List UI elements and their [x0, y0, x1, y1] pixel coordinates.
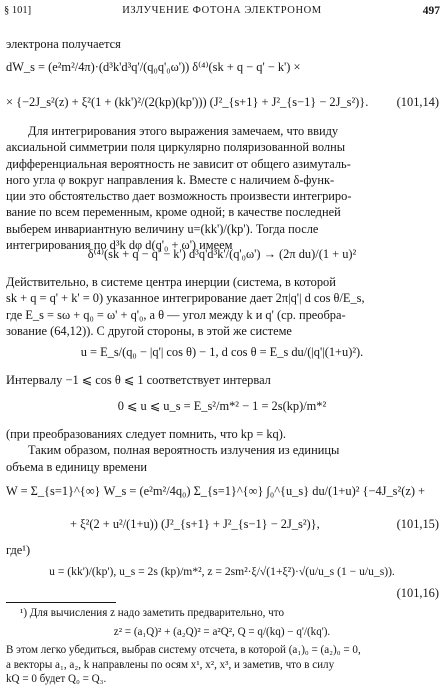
page-number: 497 — [422, 5, 440, 17]
footnote-equation: z² = (a₁Q)² + (a₂Q)² = a²Q², Q = q/(kq) − q'/(kq'). — [113, 625, 331, 638]
equation-line: W = Σ_{s=1}^{∞} W_s = (e²m²/4q₀) Σ_{s=1}^{∞} ∫₀^{u_s} du/(1+u)² {−4J_s²(z) + — [6, 484, 426, 498]
text-line: электрона получается — [6, 37, 121, 51]
footnote-rule — [6, 602, 116, 603]
text-line: аксиальной симметрии поля циркулярно поляризованной волны — [6, 140, 346, 155]
text-line: где E_s = sω + q₀ = ω' + q'₀, а θ — угол между k и q' (ср. преобра- — [6, 307, 346, 322]
text-line: дифференциальная вероятность не зависит от общего азимуталь- — [6, 156, 351, 171]
text-line: ции это обстоятельство дает возможность произвести интегриро- — [6, 189, 352, 203]
equation-number: (101,14) — [396, 95, 439, 109]
footnote-line: kQ = 0 будет Q₀ = Q₃. — [6, 673, 107, 686]
text-line: Для интегрирования этого выражения замечаем, что ввиду — [28, 124, 339, 138]
text-line: вание по всем переменным, кроме одной; в качестве последней — [6, 205, 341, 220]
paragraph — [6, 123, 438, 253]
footnote — [6, 606, 438, 687]
running-title: ИЗЛУЧЕНИЕ ФОТОНА ЭЛЕКТРОНОМ — [122, 5, 322, 16]
text-line: Интервалу −1 ⩽ cos θ ⩽ 1 соответствует интервал — [6, 373, 271, 387]
text-line: Действительно, в системе центра инерции (система, в которой — [6, 275, 336, 289]
text-line: ного угла φ вокруг направления k. Вместе с наличием δ-функ- — [6, 172, 335, 187]
paragraph — [6, 274, 438, 339]
equation-number: (101,16) — [396, 586, 439, 600]
text-line: выберем инвариантную величину u=(kk')/(kp'). Тогда после — [6, 221, 319, 236]
footnote-line: В этом легко убедиться, выбрав систему отсчета, в которой (a₁)₀ = (a₂)₀ = 0, — [6, 644, 361, 657]
text-line: Таким образом, полная вероятность излучения из единицы — [28, 443, 340, 458]
text-line: зование (64,12)). С другой стороны, в этой же системе — [6, 323, 292, 338]
equation-line: 0 ⩽ u ⩽ u_s = E_s²/m*² − 1 = 2s(kp)/m*² — [117, 399, 327, 413]
equation-line: + ξ²(2 + u²/(1+u)) (J²_{s+1} + J²_{s−1} − 2J_s²)}, — [70, 517, 320, 531]
text-line: интегрирования по d³k dφ d(q'₀ + ω') имеем — [6, 237, 233, 252]
equation-line: δ⁽⁴⁾(sk + q − q' − k') d³q'd³k'/(q'₀ω') → (2π du)/(1 + u)² — [87, 247, 357, 261]
equation-line: × {−2J_s²(z) + ξ²(1 + (kk')²/(2(kp)(kp'))) (J²_{s+1} + J²_{s−1} − 2J_s²)}. — [6, 95, 369, 109]
footnote-line: а векторы a₁, a₂, k направлены по осям x¹, x², x³, и заметив, что в силу — [6, 658, 335, 671]
footnote-line: ¹) Для вычисления z надо заметить предварительно, что — [20, 607, 284, 619]
text-line: где¹) — [6, 543, 31, 557]
text-line: (при преобразованиях следует помнить, что kp = kq). — [6, 427, 286, 441]
text-line: sk + q = q' + k' = 0) указанное интегрирование дает 2π|q'| d cos θ/E_s, — [6, 291, 365, 306]
equation-number: (101,15) — [396, 517, 439, 531]
section-reference: § 101] — [4, 5, 32, 16]
paragraph — [6, 426, 438, 475]
text-line: объема в единицу времени — [6, 459, 148, 474]
equation-line: dW_s = (e²m²/4π)·(d³k'd³q'/(q₀q'₀ω')) δ⁽⁴⁾(sk + q − q' − k') × — [6, 60, 301, 74]
running-header — [4, 4, 440, 20]
equation-line: u = E_s/(q₀ − |q'| cos θ) − 1, d cos θ = E_s du/(|q'|(1+u)²). — [80, 345, 364, 359]
equation-line: u = (kk')/(kp'), u_s = 2s (kp)/m*², z = 2sm²·ξ/√(1+ξ²)·√(u/u_s (1 − u/u_s)). — [49, 565, 395, 578]
